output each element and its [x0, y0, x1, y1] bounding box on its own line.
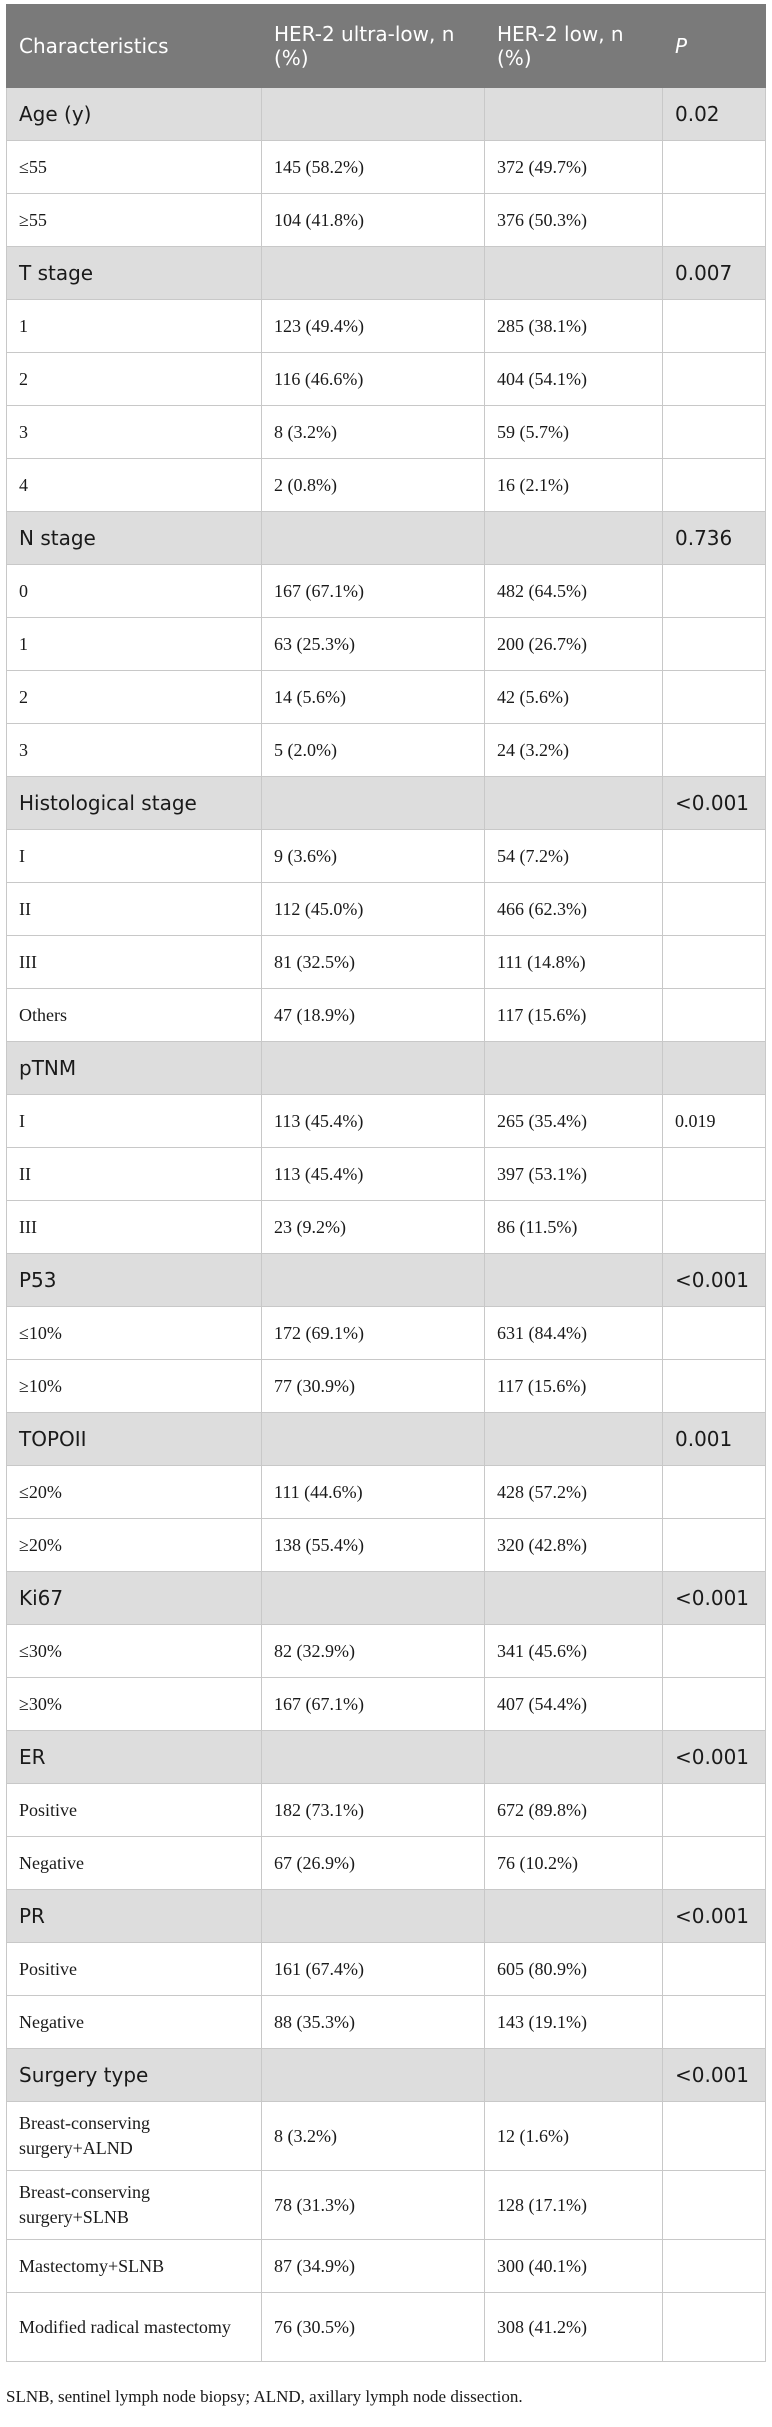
table-row — [7, 353, 766, 406]
cell-ultra-low: 81 (32.5%) — [262, 936, 485, 989]
section-ultra-low — [262, 1413, 485, 1466]
table-row — [7, 1095, 766, 1148]
section-p-value: <0.001 — [663, 1731, 766, 1784]
cell-low: 265 (35.4%) — [485, 1095, 663, 1148]
cell-low: 59 (5.7%) — [485, 406, 663, 459]
cell-ultra-low: 182 (73.1%) — [262, 1784, 485, 1837]
section-p-value: <0.001 — [663, 777, 766, 830]
row-label: I — [7, 830, 262, 883]
section-p-value: 0.001 — [663, 1413, 766, 1466]
section-ultra-low — [262, 247, 485, 300]
section-ultra-low — [262, 88, 485, 141]
section-label: PR — [7, 1890, 262, 1943]
cell-low: 482 (64.5%) — [485, 565, 663, 618]
table-row — [7, 1943, 766, 1996]
cell-low: 320 (42.8%) — [485, 1519, 663, 1572]
cell-low: 466 (62.3%) — [485, 883, 663, 936]
section-low — [485, 2049, 663, 2102]
cell-p-value — [663, 2240, 766, 2293]
row-label: 0 — [7, 565, 262, 618]
cell-ultra-low: 63 (25.3%) — [262, 618, 485, 671]
cell-p-value — [663, 830, 766, 883]
row-label: Modified radical mastectomy — [7, 2293, 262, 2362]
cell-p-value — [663, 565, 766, 618]
row-label: Breast-conserving surgery+SLNB — [7, 2171, 262, 2240]
cell-low: 76 (10.2%) — [485, 1837, 663, 1890]
section-label: P53 — [7, 1254, 262, 1307]
section-ultra-low — [262, 2049, 485, 2102]
section-p-value: <0.001 — [663, 1890, 766, 1943]
header-her2-ultra-low: HER-2 ultra-low, n (%) — [262, 5, 485, 88]
row-label: ≥55 — [7, 194, 262, 247]
section-label: TOPOII — [7, 1413, 262, 1466]
cell-p-value — [663, 1201, 766, 1254]
cell-ultra-low: 113 (45.4%) — [262, 1095, 485, 1148]
row-label: ≤30% — [7, 1625, 262, 1678]
section-row — [7, 88, 766, 141]
table-row — [7, 406, 766, 459]
cell-ultra-low: 138 (55.4%) — [262, 1519, 485, 1572]
row-label: Others — [7, 989, 262, 1042]
cell-ultra-low: 88 (35.3%) — [262, 1996, 485, 2049]
cell-low: 404 (54.1%) — [485, 353, 663, 406]
row-label: 2 — [7, 353, 262, 406]
table-row — [7, 141, 766, 194]
table-row — [7, 2293, 766, 2362]
section-ultra-low — [262, 1572, 485, 1625]
cell-p-value — [663, 671, 766, 724]
row-label: ≥30% — [7, 1678, 262, 1731]
cell-ultra-low: 116 (46.6%) — [262, 353, 485, 406]
row-label: ≤10% — [7, 1307, 262, 1360]
cell-ultra-low: 104 (41.8%) — [262, 194, 485, 247]
cell-p-value — [663, 1943, 766, 1996]
section-low — [485, 1731, 663, 1784]
row-label: III — [7, 1201, 262, 1254]
cell-p-value — [663, 724, 766, 777]
row-label: ≤20% — [7, 1466, 262, 1519]
cell-ultra-low: 8 (3.2%) — [262, 406, 485, 459]
cell-ultra-low: 82 (32.9%) — [262, 1625, 485, 1678]
cell-ultra-low: 161 (67.4%) — [262, 1943, 485, 1996]
cell-ultra-low: 113 (45.4%) — [262, 1148, 485, 1201]
section-row — [7, 1890, 766, 1943]
table-row — [7, 1360, 766, 1413]
row-label: Mastectomy+SLNB — [7, 2240, 262, 2293]
table-row — [7, 1148, 766, 1201]
table-row — [7, 1837, 766, 1890]
cell-ultra-low: 5 (2.0%) — [262, 724, 485, 777]
cell-ultra-low: 14 (5.6%) — [262, 671, 485, 724]
cell-ultra-low: 112 (45.0%) — [262, 883, 485, 936]
cell-p-value — [663, 1466, 766, 1519]
table-row — [7, 194, 766, 247]
section-label: T stage — [7, 247, 262, 300]
cell-p-value — [663, 1837, 766, 1890]
header-p-value: P — [663, 5, 766, 88]
cell-p-value — [663, 141, 766, 194]
cell-p-value — [663, 1519, 766, 1572]
section-row — [7, 1413, 766, 1466]
table-row — [7, 2171, 766, 2240]
table-row — [7, 883, 766, 936]
cell-ultra-low: 77 (30.9%) — [262, 1360, 485, 1413]
section-low — [485, 247, 663, 300]
cell-ultra-low: 23 (9.2%) — [262, 1201, 485, 1254]
cell-p-value — [663, 1360, 766, 1413]
section-ultra-low — [262, 1254, 485, 1307]
cell-ultra-low: 167 (67.1%) — [262, 1678, 485, 1731]
header-her2-low: HER-2 low, n (%) — [485, 5, 663, 88]
section-low — [485, 777, 663, 830]
section-p-value: <0.001 — [663, 1572, 766, 1625]
section-label: N stage — [7, 512, 262, 565]
section-ultra-low — [262, 1731, 485, 1784]
cell-low: 111 (14.8%) — [485, 936, 663, 989]
table-row — [7, 459, 766, 512]
row-label: ≥20% — [7, 1519, 262, 1572]
row-label: II — [7, 1148, 262, 1201]
cell-ultra-low: 111 (44.6%) — [262, 1466, 485, 1519]
cell-ultra-low: 47 (18.9%) — [262, 989, 485, 1042]
table-row — [7, 1625, 766, 1678]
section-label: Age (y) — [7, 88, 262, 141]
row-label: 1 — [7, 618, 262, 671]
header-row — [7, 5, 766, 88]
table-row — [7, 1784, 766, 1837]
cell-low: 54 (7.2%) — [485, 830, 663, 883]
section-ultra-low — [262, 512, 485, 565]
cell-low: 631 (84.4%) — [485, 1307, 663, 1360]
row-label: Negative — [7, 1837, 262, 1890]
cell-low: 308 (41.2%) — [485, 2293, 663, 2362]
table-row — [7, 1678, 766, 1731]
table-container — [6, 4, 765, 2362]
row-label: III — [7, 936, 262, 989]
cell-p-value — [663, 1678, 766, 1731]
section-row — [7, 512, 766, 565]
cell-low: 376 (50.3%) — [485, 194, 663, 247]
row-label: 1 — [7, 300, 262, 353]
characteristics-table — [6, 4, 766, 2362]
cell-p-value — [663, 1784, 766, 1837]
row-label: 3 — [7, 724, 262, 777]
row-label: I — [7, 1095, 262, 1148]
row-label: ≥10% — [7, 1360, 262, 1413]
section-label: ER — [7, 1731, 262, 1784]
table-row — [7, 671, 766, 724]
section-p-value: <0.001 — [663, 1254, 766, 1307]
section-low — [485, 1413, 663, 1466]
table-row — [7, 2102, 766, 2171]
row-label: 4 — [7, 459, 262, 512]
table-row — [7, 1201, 766, 1254]
row-label: ≤55 — [7, 141, 262, 194]
cell-low: 143 (19.1%) — [485, 1996, 663, 2049]
section-p-value: 0.736 — [663, 512, 766, 565]
cell-low: 605 (80.9%) — [485, 1943, 663, 1996]
cell-p-value — [663, 194, 766, 247]
section-ultra-low — [262, 777, 485, 830]
section-low — [485, 88, 663, 141]
row-label: 3 — [7, 406, 262, 459]
cell-low: 341 (45.6%) — [485, 1625, 663, 1678]
table-row — [7, 1307, 766, 1360]
cell-p-value — [663, 2102, 766, 2171]
section-p-value: <0.001 — [663, 2049, 766, 2102]
section-low — [485, 512, 663, 565]
cell-low: 117 (15.6%) — [485, 989, 663, 1042]
cell-low: 117 (15.6%) — [485, 1360, 663, 1413]
cell-p-value — [663, 1148, 766, 1201]
cell-ultra-low: 167 (67.1%) — [262, 565, 485, 618]
section-row — [7, 1731, 766, 1784]
cell-ultra-low: 172 (69.1%) — [262, 1307, 485, 1360]
cell-low: 285 (38.1%) — [485, 300, 663, 353]
cell-ultra-low: 78 (31.3%) — [262, 2171, 485, 2240]
section-low — [485, 1254, 663, 1307]
cell-low: 86 (11.5%) — [485, 1201, 663, 1254]
row-label: Negative — [7, 1996, 262, 2049]
cell-p-value: 0.019 — [663, 1095, 766, 1148]
row-label: II — [7, 883, 262, 936]
section-p-value — [663, 1042, 766, 1095]
table-row — [7, 936, 766, 989]
cell-ultra-low: 8 (3.2%) — [262, 2102, 485, 2171]
row-label: Breast-conserving surgery+ALND — [7, 2102, 262, 2171]
cell-p-value — [663, 2171, 766, 2240]
cell-low: 12 (1.6%) — [485, 2102, 663, 2171]
cell-p-value — [663, 1307, 766, 1360]
cell-p-value — [663, 618, 766, 671]
section-row — [7, 1572, 766, 1625]
cell-p-value — [663, 406, 766, 459]
header-characteristics: Characteristics — [7, 5, 262, 88]
table-row — [7, 565, 766, 618]
cell-p-value — [663, 300, 766, 353]
section-ultra-low — [262, 1042, 485, 1095]
table-row — [7, 618, 766, 671]
table-row — [7, 300, 766, 353]
table-body — [7, 88, 766, 2362]
section-label: Histological stage — [7, 777, 262, 830]
cell-ultra-low: 9 (3.6%) — [262, 830, 485, 883]
cell-low: 372 (49.7%) — [485, 141, 663, 194]
cell-p-value — [663, 1996, 766, 2049]
cell-p-value — [663, 2293, 766, 2362]
cell-p-value — [663, 989, 766, 1042]
section-p-value: 0.02 — [663, 88, 766, 141]
section-row — [7, 1042, 766, 1095]
section-ultra-low — [262, 1890, 485, 1943]
section-label: pTNM — [7, 1042, 262, 1095]
section-row — [7, 777, 766, 830]
cell-p-value — [663, 883, 766, 936]
cell-low: 407 (54.4%) — [485, 1678, 663, 1731]
section-row — [7, 2049, 766, 2102]
table-row — [7, 1466, 766, 1519]
cell-ultra-low: 145 (58.2%) — [262, 141, 485, 194]
cell-low: 428 (57.2%) — [485, 1466, 663, 1519]
section-label: Surgery type — [7, 2049, 262, 2102]
table-row — [7, 830, 766, 883]
table-row — [7, 2240, 766, 2293]
cell-p-value — [663, 1625, 766, 1678]
table-row — [7, 989, 766, 1042]
section-row — [7, 247, 766, 300]
cell-p-value — [663, 353, 766, 406]
cell-low: 42 (5.6%) — [485, 671, 663, 724]
cell-p-value — [663, 936, 766, 989]
table-row — [7, 1519, 766, 1572]
cell-ultra-low: 67 (26.9%) — [262, 1837, 485, 1890]
cell-ultra-low: 123 (49.4%) — [262, 300, 485, 353]
cell-ultra-low: 2 (0.8%) — [262, 459, 485, 512]
cell-low: 128 (17.1%) — [485, 2171, 663, 2240]
cell-low: 672 (89.8%) — [485, 1784, 663, 1837]
row-label: 2 — [7, 671, 262, 724]
row-label: Positive — [7, 1784, 262, 1837]
table-row — [7, 1996, 766, 2049]
table-row — [7, 724, 766, 777]
section-p-value: 0.007 — [663, 247, 766, 300]
cell-ultra-low: 76 (30.5%) — [262, 2293, 485, 2362]
table-footnote: SLNB, sentinel lymph node biopsy; ALND, axillary lymph node dissection. — [6, 2387, 523, 2406]
cell-low: 200 (26.7%) — [485, 618, 663, 671]
section-row — [7, 1254, 766, 1307]
cell-low: 16 (2.1%) — [485, 459, 663, 512]
section-low — [485, 1890, 663, 1943]
cell-ultra-low: 87 (34.9%) — [262, 2240, 485, 2293]
cell-p-value — [663, 459, 766, 512]
cell-low: 300 (40.1%) — [485, 2240, 663, 2293]
section-label: Ki67 — [7, 1572, 262, 1625]
cell-low: 397 (53.1%) — [485, 1148, 663, 1201]
section-low — [485, 1572, 663, 1625]
section-low — [485, 1042, 663, 1095]
cell-low: 24 (3.2%) — [485, 724, 663, 777]
row-label: Positive — [7, 1943, 262, 1996]
